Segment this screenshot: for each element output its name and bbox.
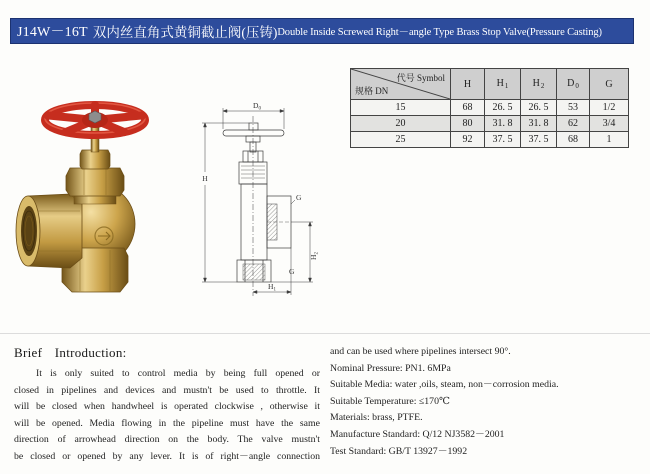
- h2-cell: 37. 5: [521, 132, 557, 148]
- header-h-label: H: [463, 78, 472, 90]
- h-cell: 92: [451, 132, 485, 148]
- label-h2-letter: H: [309, 254, 318, 260]
- intro-heading: Brief Introduction:: [14, 345, 127, 360]
- test-standard: Test Standard: GB/T 13927－1992: [330, 445, 468, 457]
- drawing-top-nut: [249, 123, 258, 130]
- label-h1: [268, 282, 276, 293]
- label-g-bottom: G: [289, 267, 295, 276]
- header-h2-label: H: [532, 78, 540, 89]
- intro-line: will be closed when handwheel is operated clockwise , otherwise it: [14, 401, 320, 413]
- label-g-side: G: [296, 193, 302, 202]
- header-g: [590, 69, 629, 100]
- title-english: Double Inside Screwed Right－angle Type Brass Stop Valve(Pressure Casting): [277, 26, 602, 38]
- d0-cell: 53: [557, 100, 590, 116]
- intro-line: and can be used where pipelines intersect 90°.: [330, 346, 511, 357]
- intro-line: direction of arrowhead direction on the body. The valve mustn't: [14, 434, 320, 446]
- header-d0-label: D: [567, 78, 575, 89]
- technical-drawing: [193, 96, 333, 304]
- header-d0: [557, 69, 590, 100]
- suitable-temperature: Suitable Temperature: ≤170℃: [330, 395, 450, 407]
- table-header-row: [351, 69, 629, 100]
- gland-nut: [80, 150, 110, 169]
- h1-cell: 26. 5: [485, 100, 521, 116]
- model-number: J14W－16T: [17, 25, 88, 40]
- g-cell: 1/2: [590, 100, 629, 116]
- materials: Materials: brass, PTFE.: [330, 412, 423, 424]
- leader-line: [291, 200, 295, 204]
- header-g-label: G: [605, 78, 613, 90]
- label-h: H: [202, 174, 208, 183]
- symbol-header: 代号 Symbol: [396, 73, 445, 83]
- nominal-pressure: Nominal Pressure: PN1. 6MPa: [330, 362, 451, 374]
- header-corner-cell: [351, 69, 451, 100]
- table-row: [351, 132, 629, 148]
- h2-cell: 26. 5: [521, 100, 557, 116]
- d0-cell: 68: [557, 132, 590, 148]
- drawing-body: [241, 184, 267, 260]
- intro-left-column: [14, 366, 320, 466]
- d0-cell: 62: [557, 116, 590, 132]
- intro-line: will be opened. Media flowing in the pipeline must have the same: [14, 417, 320, 429]
- suitable-media: Suitable Media: water ,oils, steam, non－corrosion media.: [330, 379, 559, 391]
- drawing-handwheel: [223, 130, 284, 136]
- bonnet-hex: [66, 168, 124, 196]
- intro-line: It is only suited to control media by being full opened or: [36, 368, 320, 379]
- h2-cell: 31. 8: [521, 116, 557, 132]
- table-row: [351, 116, 629, 132]
- table-row: [351, 100, 629, 116]
- header-h1-sub: 1: [504, 82, 509, 90]
- bonnet-hex-shape: [66, 168, 124, 196]
- dn-cell: 25: [351, 132, 451, 148]
- intro-line: closed in pipelines and devices and mustn't be used to throttle. It: [14, 384, 320, 396]
- label-d0-sub: 0: [258, 106, 261, 112]
- g-cell: 3/4: [590, 116, 629, 132]
- header-d0-sub: 0: [575, 82, 579, 90]
- header-h2-sub: 2: [540, 82, 545, 90]
- h-cell: 80: [451, 116, 485, 132]
- product-photo: [12, 96, 177, 296]
- h-cell: 68: [451, 100, 485, 116]
- h1-cell: 37. 5: [485, 132, 521, 148]
- inlet-hex: [16, 194, 82, 268]
- drawing-bottom-thread: [243, 264, 265, 280]
- label-d0-letter: D: [253, 101, 259, 110]
- dn-cell: 20: [351, 116, 451, 132]
- header-h1: [485, 69, 521, 100]
- intro-right-column: [330, 344, 642, 460]
- handwheel-nut: [89, 111, 101, 123]
- header-h1-label: H: [496, 78, 504, 89]
- dn-header: 规格 DN: [355, 86, 389, 96]
- section-divider: [0, 333, 650, 334]
- label-d0: [253, 101, 261, 112]
- manufacture-standard: Manufacture Standard: Q/12 NJ3582－2001: [330, 428, 505, 440]
- header-h2: [521, 69, 557, 100]
- valve-outline: [223, 116, 291, 296]
- spec-table: [350, 68, 629, 148]
- intro-line: be closed or opened by any lever. It is of right－angle connection: [14, 450, 320, 462]
- h1-cell: 31. 8: [485, 116, 521, 132]
- title-chinese: 双内丝直角式黄铜截止阀(压铸): [92, 25, 278, 40]
- title-bar: [10, 18, 634, 44]
- label-h1-letter: H: [268, 282, 274, 291]
- label-h1-sub: 1: [273, 287, 276, 293]
- header-h: [451, 69, 485, 100]
- dn-cell: 15: [351, 100, 451, 116]
- label-h2-sub: 2: [314, 252, 320, 255]
- label-h2: [309, 252, 320, 260]
- g-cell: 1: [590, 132, 629, 148]
